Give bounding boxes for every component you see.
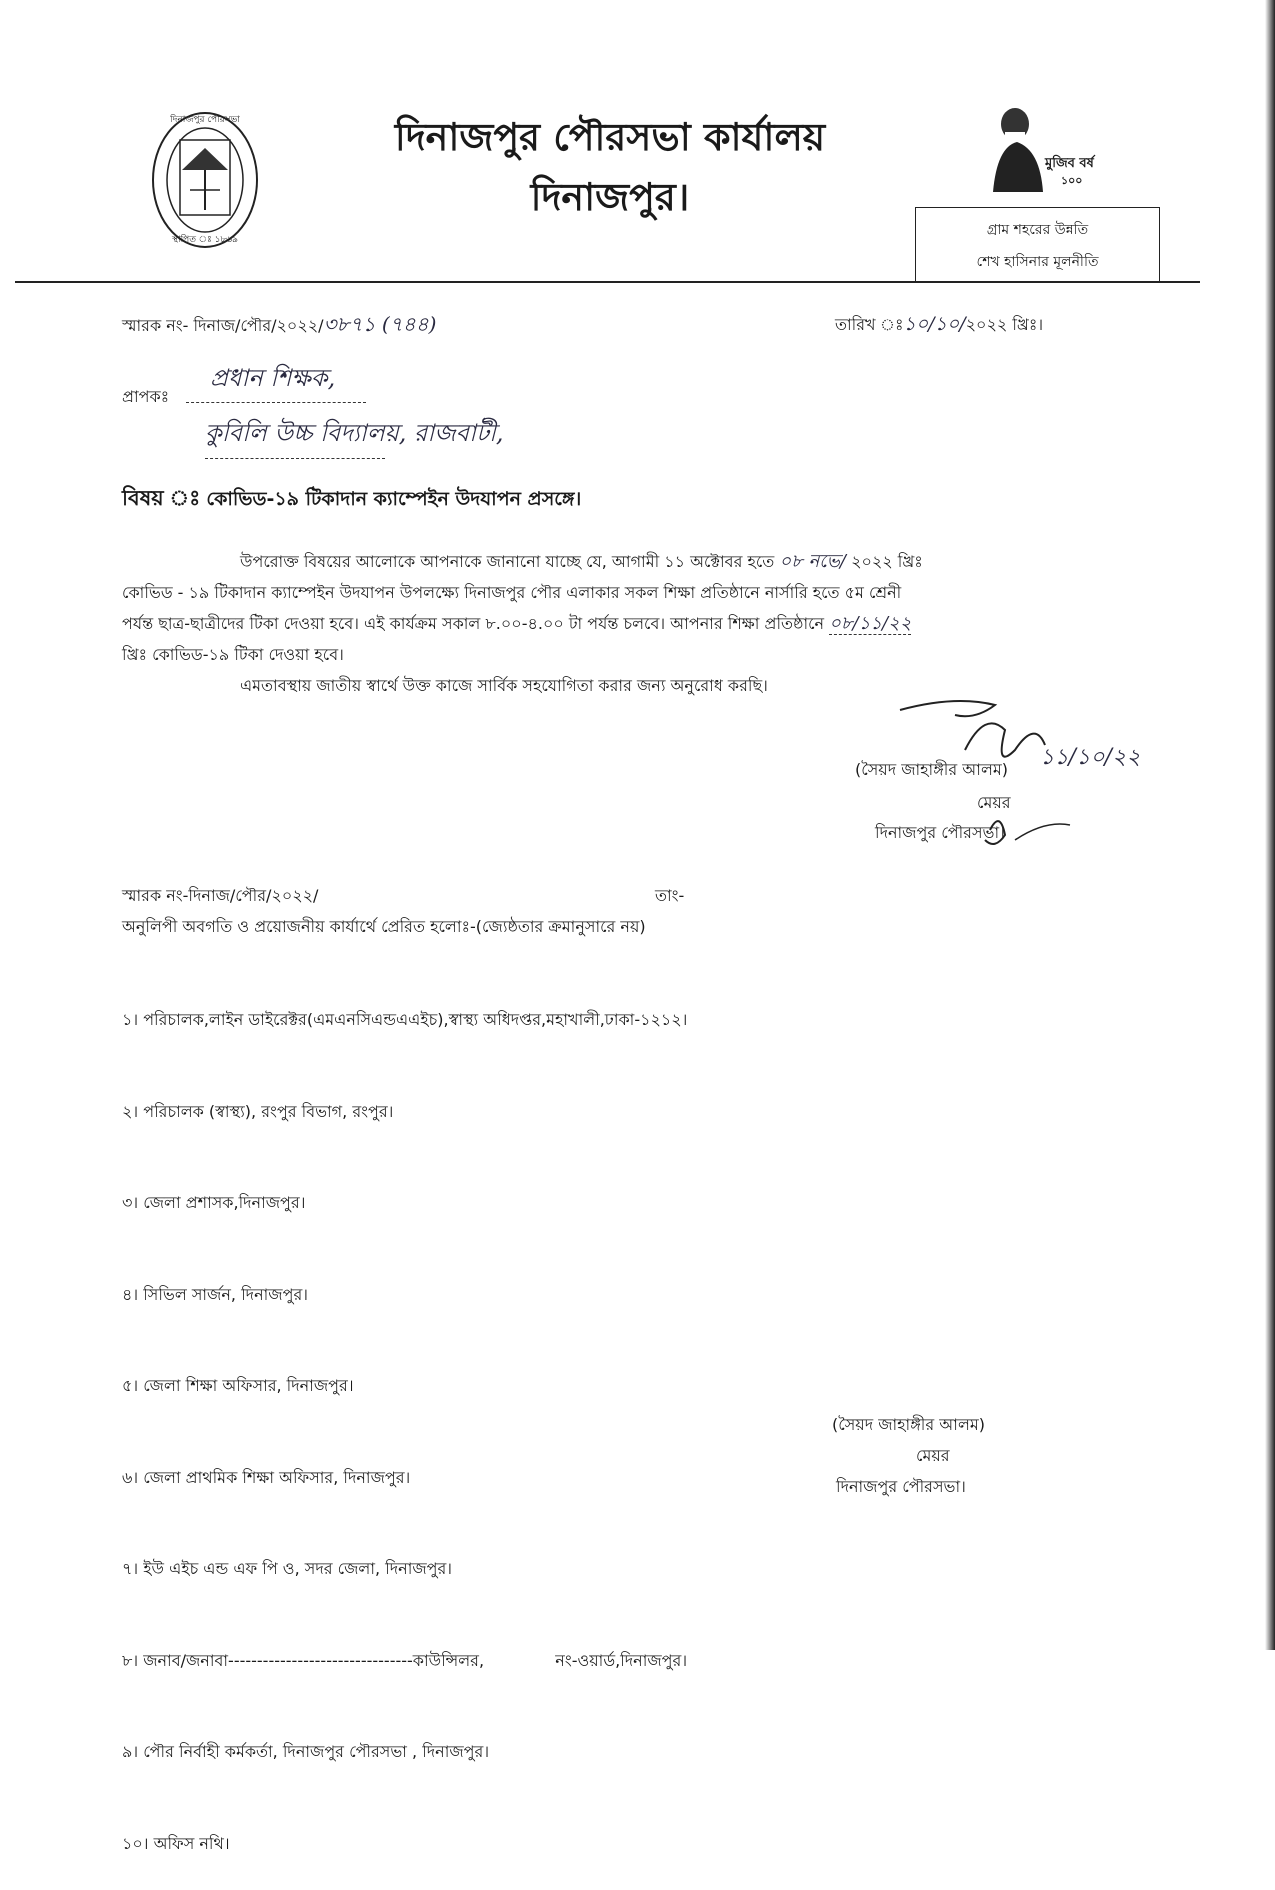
memo-reference	[122, 310, 436, 343]
body-line1-suffix: ২০২২ খ্রিঃ	[851, 552, 923, 571]
body-paragraph-2: এমতাবস্থায় জাতীয় স্বার্থে উক্ত কাজে সার্বিক সহযোগিতা করার জন্য অনুরোধ করছি।	[240, 676, 768, 695]
subject-line	[122, 482, 581, 517]
logo-caption: দিনাজপুর পৌরসভা	[170, 115, 240, 125]
body-line1-handwritten: ০৮ নভে/	[779, 551, 846, 572]
header-divider	[15, 281, 1200, 283]
signatory-designation: মেয়র	[977, 793, 1011, 812]
recipient-line2-rule	[205, 458, 385, 459]
signatory2-designation: মেয়র	[916, 1446, 950, 1465]
body-paragraph-1	[122, 546, 1142, 701]
subject-text: কোভিড-১৯ টিকাদান ক্যাম্পেইন উদযাপন প্রসঙ্গে।	[206, 488, 582, 510]
copy-item: ৯। পৌর নির্বাহী কর্মকর্তা, দিনাজপুর পৌরসভা , দিনাজপুর।	[122, 1742, 490, 1761]
scan-edge-shadow	[1265, 0, 1275, 1650]
body-line4: খ্রিঃ কোভিড-১৯ টিকা দেওয়া হবে।	[122, 645, 344, 664]
office-city: দিনাজপুর।	[530, 175, 690, 219]
signature-handwritten-date: ১১/১০/২২	[1040, 745, 1141, 770]
recipient-line2: কুবিলি উচ্চ বিদ্যালয়, রাজবাটী,	[205, 419, 504, 447]
portrait-caption-number: ১০০	[1061, 174, 1083, 187]
portrait-caption: মুজিব বর্ষ	[1045, 156, 1094, 171]
memo-date-label: তারিখ ঃ	[835, 315, 904, 334]
copy-item: ৬। জেলা প্রাথমিক শিক্ষা অফিসার, দিনাজপুর।	[122, 1467, 411, 1487]
mujib-portrait	[985, 102, 1095, 197]
copy-ref-label: স্মারক নং-দিনাজ/পৌর/২০২২/	[122, 886, 319, 905]
recipient-line1: প্রধান শিক্ষক,	[210, 364, 336, 392]
copy-item: ১। পরিচালক,লাইন ডাইরেক্টর(এমএনসিএন্ডএএইচ),স্বাস্থ্য অধিদপ্তর,মহাখালী,ঢাকা-১২১২।	[122, 1010, 688, 1029]
office-title: দিনাজপুর পৌরসভা কার্যালয়	[394, 115, 826, 159]
signatory2-name: (সৈয়দ জাহাঙ্গীর আলম)	[832, 1415, 985, 1434]
memo-date-handwritten: ১০/১০/	[903, 313, 966, 335]
copy-intro: অনুলিপী অবগতি ও প্রয়োজনীয় কার্যার্থে প্রেরিত হলোঃ-(জ্যেষ্ঠতার ক্রমানুসারে নয়)	[122, 917, 646, 936]
body-line3-text: পর্যন্ত ছাত্র-ছাত্রীদের টিকা দেওয়া হবে। এই কার্যক্রম সকাল ৮.০০-৪.০০ টা পর্যন্ত চলবে। আপনার শিক্ষা প্রতিষ্ঠানে	[122, 614, 825, 633]
body-line2: কোভিড - ১৯ টিকাদান ক্যাম্পেইন উদযাপন উপলক্ষ্যে দিনাজপুর পৌর এলাকার সকল শিক্ষা প্রতিষ্ঠানে নার্সারি হতে ৫ম শ্রেনী	[122, 583, 902, 602]
copy-list	[122, 944, 687, 1890]
copy-item: ৩। জেলা প্রশাসক,দিনাজপুর।	[122, 1193, 306, 1212]
signatory2-office: দিনাজপুর পৌরসভা।	[836, 1477, 966, 1496]
subject-label: বিষয় ঃ	[122, 486, 201, 510]
body-line3	[122, 608, 1142, 639]
body-line1-text: উপরোক্ত বিষয়ের আলোকে আপনাকে জানানো যাচ্ছে যে, আগামী ১১ অক্টোবর হতে	[240, 552, 775, 571]
signatory-office: দিনাজপুর পৌরসভা।	[875, 823, 1005, 842]
memo-date	[835, 310, 1043, 342]
copy-item: ৫। জেলা শিক্ষা অফিসার, দিনাজপুর।	[122, 1376, 354, 1395]
body-line1	[122, 546, 1142, 577]
memo-date-suffix: ২০২২ খ্রিঃ।	[965, 315, 1044, 334]
memo-ref-label: স্মারক নং- দিনাজ/পৌর/২০২২/	[122, 316, 324, 335]
recipient-line1-rule	[186, 402, 366, 403]
slogan-box	[915, 207, 1160, 282]
copy-item: ১০। অফিস নথি।	[122, 1833, 230, 1853]
slogan-line1: গ্রাম শহরের উন্নতি	[986, 222, 1089, 238]
recipient-label: প্রাপকঃ	[122, 387, 170, 406]
municipality-logo	[150, 110, 260, 250]
slogan-line2: শেখ হাসিনার মূলনীতি	[976, 254, 1099, 270]
body-line3-handwritten: ০৮/১১/২২	[829, 613, 912, 634]
logo-year: স্থাপিত ঃ ১৮৬৯	[172, 235, 238, 245]
copy-item: ৪। সিভিল সার্জন, দিনাজপুর।	[122, 1284, 308, 1304]
copy-item: ২। পরিচালক (স্বাস্থ্য), রংপুর বিভাগ, রংপুর।	[122, 1101, 394, 1121]
copy-date-label: তাং-	[655, 886, 685, 905]
memo-ref-handwritten: ৩৮৭১ (৭৪৪)	[323, 312, 437, 336]
copy-item: ৭। ইউ এইচ এন্ড এফ পি ও, সদর জেলা, দিনাজপুর।	[122, 1559, 453, 1578]
signatory-name: (সৈয়দ জাহাঙ্গীর আলম)	[855, 760, 1008, 779]
copy-item: ৮। জনাব/জনাবা--------------------------------কাউন্সিলর, নং-ওয়ার্ড,দিনাজপুর।	[122, 1650, 688, 1670]
